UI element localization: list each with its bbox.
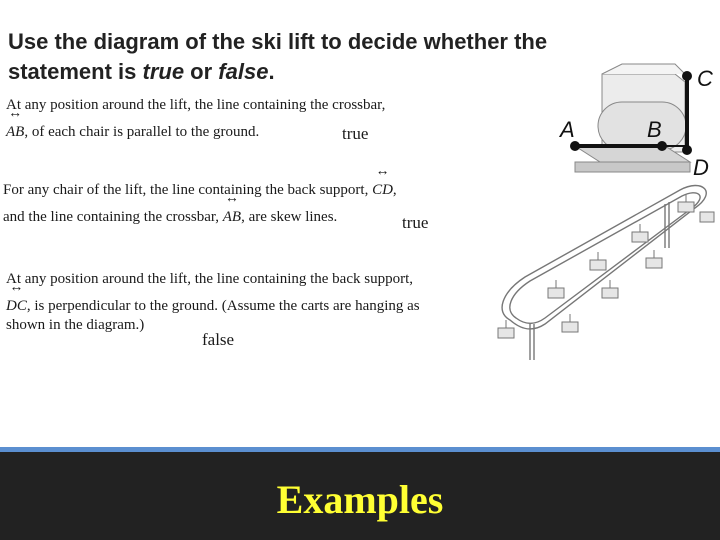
statement-2-text-d: , are skew lines. (241, 209, 338, 225)
statement-1-line-2 (6, 119, 385, 146)
statement-2-line-1 (3, 177, 397, 204)
point-a (570, 141, 580, 151)
line-symbol-ab-2: ↔ AB (223, 204, 241, 231)
label-c: C (697, 66, 713, 91)
chair-detail (558, 64, 713, 180)
answer-1: true (342, 124, 369, 143)
line-symbol-dc: ↔ DC (6, 293, 27, 320)
statement-2-text-c: and the line containing the crossbar, (3, 209, 223, 225)
label-b: B (647, 117, 662, 142)
line-symbol-cd: ↔ CD (372, 177, 393, 204)
heading-line-2-prefix: statement is (8, 59, 143, 84)
line-symbol-ab: ↔ AB (6, 119, 24, 146)
answer-2: true (402, 213, 429, 232)
footer-title: Examples (276, 477, 444, 522)
point-b (657, 141, 667, 151)
label-d: D (693, 155, 709, 180)
statement-1-text: , of each chair is parallel to the ground. (24, 124, 260, 140)
statement-2-text-a: For any chair of the lift, the line containing the back support, (3, 182, 373, 198)
heading-line-1: Use the diagram of the ski lift to decide whether the (8, 29, 548, 54)
lift-chairs (498, 202, 714, 338)
point-c (682, 71, 692, 81)
statement-3-line-3: shown in the diagram.) (6, 317, 145, 333)
statement-3 (6, 266, 420, 334)
statement-3-text-b: , is perpendicular to the ground. (Assume the carts are hanging as (26, 298, 420, 314)
heading-word-true: true (142, 59, 185, 84)
statement-1 (6, 92, 385, 146)
statement-1-line-1: At any position around the lift, the line containing the crossbar, (6, 97, 386, 113)
statement-3-line-1: At any position around the lift, the line containing the back support, (6, 271, 413, 287)
footer-band (0, 447, 720, 540)
heading-word-or: or (184, 59, 219, 84)
statement-2-text-b: , (392, 182, 397, 198)
answer-3: false (202, 330, 235, 349)
label-a: A (560, 117, 575, 142)
statement-2-line-2 (3, 204, 397, 231)
statement-2 (3, 177, 397, 231)
ski-lift-diagram (490, 62, 720, 362)
heading-word-false: false (218, 59, 269, 84)
lift-loop (502, 185, 706, 360)
heading-period: . (268, 59, 275, 84)
point-d (682, 145, 692, 155)
